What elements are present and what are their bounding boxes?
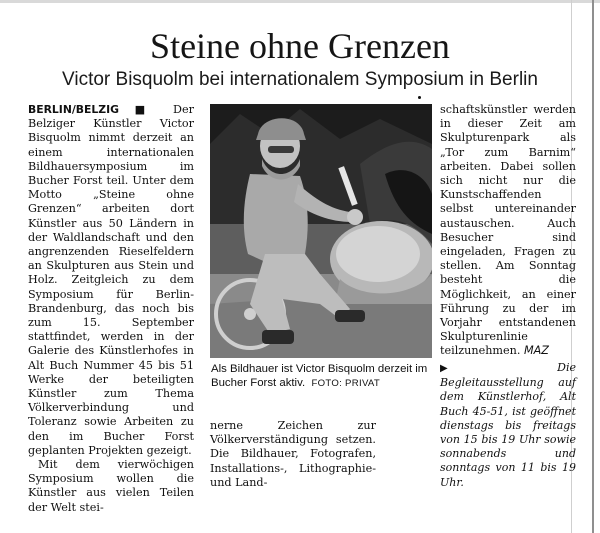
subheadline: Victor Bisquolm bei internationalem Symposium in Berlin: [62, 69, 538, 90]
sculptor-photo-graphic: [210, 104, 432, 358]
column-2-text: nerne Zeichen zur Völkerverständigung setzen. Die Bildhauer, Fotografen, Installations-, Lithographie- und Land-: [210, 419, 376, 489]
exhibition-info-text: Die Begleitausstellung auf dem Künstlerhof, Alt Buch 45-51, ist geöffnet dienstags bis freitags von 15 bis 19 Uhr sowie sonnabends und sonntags von 11 bis 19 Uhr.: [440, 361, 576, 489]
print-dot: [418, 96, 421, 99]
column-3: [440, 103, 576, 359]
column-2-bottom: [210, 419, 376, 490]
photo-sculptor: [210, 104, 432, 358]
photo-credit: FOTO: PRIVAT: [311, 378, 381, 389]
column-1-paragraph-1: BERLIN/BELZIG ■ Der Belziger Künstler Victor Bisquolm nimmt derzeit an einem internationalen Bildhauersymposium im Bucher Forst teil. Unter dem Motto „Steine ohne Grenzen“ arbeiten dort Künstler aus 50 Ländern in der Waldlandschaft und den angrenzenden Rieselfeldern an Skulpturen aus Stein und Holz. Zeitgleich zu dem Symposium für Berlin-Brandenburg, das noch bis zum 15. September stattfindet, werden in der Galerie des Künstlerhofes in Alt Buch Nummer 45 bis 51 Werke der beteiligten Künstler zum Thema Völkerverbindung und Toleranz sowie Arbeiten zu den im Bucher Forst geplanten Projekten gezeigt.: [28, 103, 194, 457]
column-1: [28, 103, 194, 515]
scan-edge-far-right: [592, 0, 594, 533]
scan-edge-top: [0, 0, 600, 3]
photo-caption: [211, 362, 433, 391]
column-3-text: [440, 103, 576, 359]
lead-text: Der Belziger Künstler Victor Bisquolm nimmt derzeit an einem internationalen Bildhauersymposium im Bucher Forst teil. Unter dem Motto „Steine ohne Grenzen“ arbeiten dort Künstler aus 50 Ländern in der Waldlandschaft und den angrenzenden Rieselfeldern an Skulpturen aus Stein und Holz. Zeitgleich zu dem Symposium für Berlin-Brandenburg, das noch bis zum 15. September stattfindet, werden in der Galerie des Künstlerhofes in Alt Buch Nummer 45 bis 51 Werke der beteiligten Künstler zum Thema Völkerverbindung und Toleranz sowie Arbeiten zu den im Bucher Forst geplanten Projekten gezeigt.: [28, 103, 194, 457]
headline: Steine ohne Grenzen: [150, 26, 450, 66]
triangle-marker-icon: ▶: [440, 363, 501, 374]
column-3-body: schaftskünstler werden in dieser Zeit am Skulpturenpark als „Tor zum Barnim“ arbeiten. Dabei sollen sich nicht nur die Kunstschaffenden selbst untereinander austauschen. Auch Besucher sind eingeladen, Fragen zu stellen. Am Sonntag besteht die Möglichkeit, an einer Führung zu der im Vorjahr entstandenen Skulpturenlinie teilzunehmen.: [440, 103, 576, 358]
dateline: BERLIN/BELZIG: [28, 103, 119, 116]
caption-text: Als Bildhauer ist Victor Bisquolm derzeit im Bucher Forst aktiv.: [211, 363, 428, 389]
column-1-paragraph-2: Mit dem vierwöchigen Symposium wollen die Künstler aus vielen Teilen der Welt stei-: [28, 458, 194, 514]
author-signature: MAZ: [523, 344, 549, 358]
exhibition-info-box: [440, 361, 576, 490]
